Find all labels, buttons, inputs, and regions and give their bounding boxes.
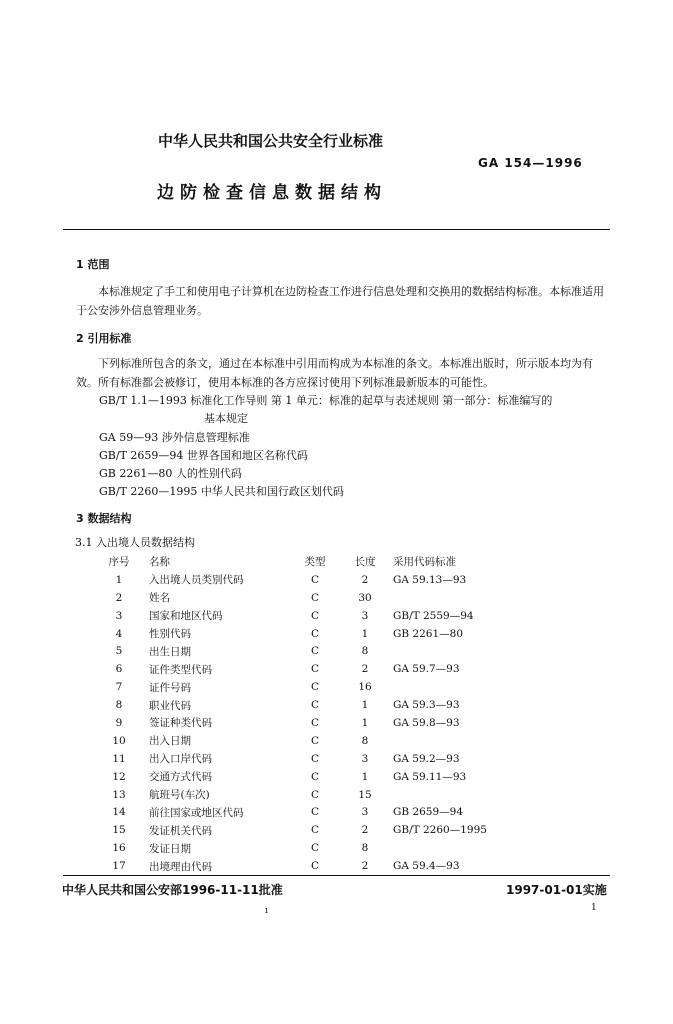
table-cell: 4 [115, 627, 123, 640]
table-cell: 8 [361, 734, 369, 747]
table-cell: 2 [361, 824, 369, 837]
table-row [93, 678, 543, 696]
implementation-date: 1997-01-01实施 [506, 883, 607, 897]
table-row [93, 714, 543, 732]
table-row [93, 607, 543, 625]
reference-line: 基本规定 [204, 412, 248, 425]
table-cell: 10 [112, 734, 126, 747]
table-row [93, 625, 543, 643]
table-cell: 签证种类代码 [149, 717, 212, 730]
section-2-text: 下列标准所包含的条文，通过在本标准中引用而构成为本标准的条文。本标准出版时，所示版本均为有效。所有标准都会被修订，使用本标准的各方应探讨使用下列标准最新版本的可能性。 [76, 357, 593, 389]
table-cell: 1 [361, 627, 369, 640]
table-row [93, 786, 543, 804]
table-cell: C [310, 627, 320, 640]
table-cell: 16 [112, 842, 126, 855]
section-1-heading: 1 范围 [76, 258, 110, 271]
data-structure-table [93, 553, 543, 875]
table-cell: 3 [361, 752, 369, 765]
table-cell: C [310, 681, 320, 694]
table-row [93, 732, 543, 750]
table-cell: 15 [112, 824, 126, 837]
table-cell: 出入口岸代码 [149, 753, 212, 766]
table-row [93, 589, 543, 607]
table-cell: 证件号码 [149, 681, 191, 694]
table-cell: 6 [115, 663, 123, 676]
table-cell: 12 [112, 770, 126, 783]
table-cell [389, 589, 543, 607]
table-cell: C [310, 663, 320, 676]
table-cell: 入出境人员类别代码 [149, 574, 244, 587]
table-cell: C [310, 842, 320, 855]
table-cell: C [310, 824, 320, 837]
table-cell: 5 [115, 645, 123, 658]
table-cell: 2 [361, 860, 369, 873]
table-cell: C [310, 609, 320, 622]
table-cell [389, 678, 543, 696]
table-row [93, 803, 543, 821]
section-3-heading: 3 数据结构 [76, 512, 132, 525]
table-cell: GA 59.13—93 [393, 573, 467, 586]
table-cell: C [310, 573, 320, 586]
table-cell: C [310, 734, 320, 747]
standard-code: GA 154—1996 [478, 156, 583, 170]
table-cell: GB/T 2559—94 [393, 609, 474, 622]
table-cell: 16 [358, 681, 372, 694]
table-cell: 2 [361, 573, 369, 586]
table-header-row [93, 553, 543, 571]
table-row [93, 821, 543, 839]
section-3-1-heading: 3.1 入出境人员数据结构 [75, 536, 195, 549]
column-header: 序号 [108, 556, 130, 569]
table-cell: 交通方式代码 [149, 771, 212, 784]
table-cell: 8 [115, 699, 123, 712]
table-cell: 发证日期 [149, 842, 191, 855]
table-cell: 9 [115, 716, 123, 729]
table-cell: GA 59.3—93 [393, 699, 460, 712]
table-cell [389, 839, 543, 857]
table-cell: GA 59.4—93 [393, 860, 460, 873]
table-cell: 8 [361, 842, 369, 855]
header-divider [63, 229, 610, 230]
section-1-text: 本标准规定了手工和使用电子计算机在边防检查工作进行信息处理和交换用的数据结构标准。本标准适用于公安涉外信息管理业务。 [76, 285, 604, 317]
table-row [93, 857, 543, 875]
table-cell: 2 [361, 663, 369, 676]
table-cell: GA 59.7—93 [393, 663, 460, 676]
table-cell: GB 2659—94 [393, 806, 464, 819]
tick-mark: ı [265, 906, 268, 916]
table-row [93, 750, 543, 768]
table-cell: 3 [361, 806, 369, 819]
table-row [93, 696, 543, 714]
table-cell: 职业代码 [149, 699, 191, 712]
reference-line: GB/T 1.1—1993 标准化工作导则 第 1 单元：标准的起草与表述规则 第一部分：标准编写的 [99, 394, 553, 407]
table-cell: 3 [361, 609, 369, 622]
table-cell: C [310, 591, 320, 604]
table-cell: 13 [112, 788, 126, 801]
reference-line: GB/T 2659—94 世界各国和地区名称代码 [99, 449, 308, 462]
section-2-heading: 2 引用标准 [76, 332, 132, 345]
table-cell: C [310, 645, 320, 658]
reference-line: GA 59—93 涉外信息管理标准 [99, 431, 250, 444]
approval-line: 中华人民共和国公安部1996-11-11批准 [62, 883, 283, 897]
table-cell: 出入日期 [149, 735, 191, 748]
table-cell: 性别代码 [149, 628, 191, 640]
document-title: 边防检查信息数据结构 [157, 183, 387, 203]
table-cell: GA 59.8—93 [393, 716, 460, 729]
column-header: 采用代码标准 [393, 556, 456, 569]
table-row [93, 642, 543, 660]
table-cell: 7 [115, 681, 123, 694]
table-cell: 出生日期 [149, 645, 191, 658]
table-cell: C [310, 716, 320, 729]
table-cell: GB/T 2260—1995 [393, 824, 487, 837]
table-cell: 1 [361, 770, 369, 783]
table-row [93, 839, 543, 857]
table-cell: C [310, 806, 320, 819]
page-number: 1 [591, 903, 597, 913]
table-cell: 姓名 [149, 592, 170, 605]
table-cell: 8 [361, 645, 369, 658]
table-cell: C [310, 752, 320, 765]
table-cell: GA 59.11—93 [393, 770, 467, 783]
table-cell: 14 [112, 806, 126, 819]
table-cell: 11 [112, 752, 126, 765]
table-cell: 国家和地区代码 [149, 610, 223, 623]
table-cell: 1 [361, 716, 369, 729]
reference-line: GB/T 2260—1995 中华人民共和国行政区划代码 [99, 485, 344, 498]
table-cell: 30 [358, 591, 372, 604]
table-row [93, 660, 543, 678]
table-cell: GB 2261—80 [393, 627, 464, 640]
table-row [93, 571, 543, 589]
table-cell: 航班号(车次) [149, 789, 210, 802]
table-cell: 前往国家或地区代码 [149, 806, 244, 819]
column-header: 长度 [354, 556, 376, 569]
footer-divider [63, 875, 610, 876]
table-cell: 证件类型代码 [149, 663, 212, 676]
table-row [93, 768, 543, 786]
table-cell: 15 [358, 788, 372, 801]
column-header: 类型 [304, 556, 326, 569]
table-cell: 发证机关代码 [149, 824, 212, 837]
column-header: 名称 [149, 556, 170, 569]
table-cell: 3 [115, 609, 123, 622]
standard-title: 中华人民共和国公共安全行业标准 [158, 132, 384, 150]
reference-line: GB 2261—80 人的性别代码 [99, 467, 242, 480]
table-cell: C [310, 788, 320, 801]
table-cell: 17 [112, 860, 126, 873]
table-cell: C [310, 770, 320, 783]
table-cell [389, 732, 543, 750]
table-cell: 2 [115, 591, 123, 604]
table-cell: 出境理由代码 [149, 860, 212, 873]
table-cell: GA 59.2—93 [393, 752, 460, 765]
table-cell [389, 642, 543, 660]
table-cell: 1 [361, 699, 369, 712]
table-cell: C [310, 860, 320, 873]
table-cell [389, 786, 543, 804]
table-cell: 1 [115, 573, 123, 586]
table-cell: C [310, 699, 320, 712]
